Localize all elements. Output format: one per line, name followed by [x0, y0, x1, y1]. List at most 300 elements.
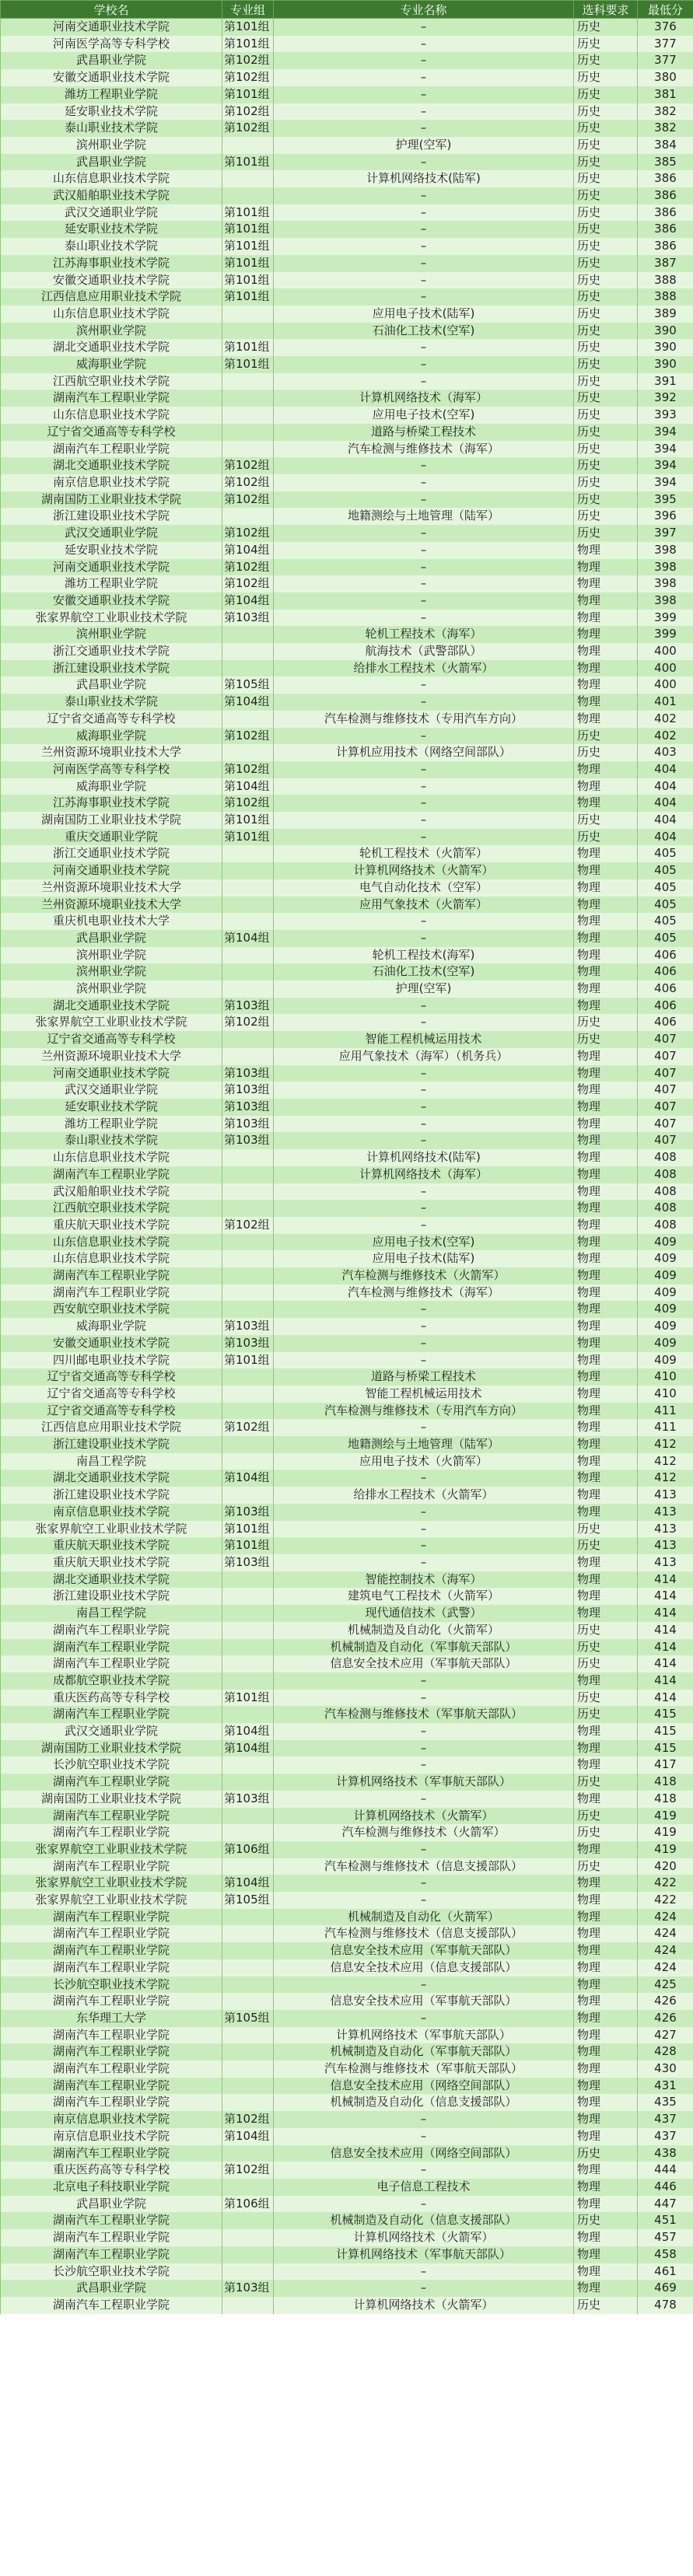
cell-group — [222, 187, 274, 204]
cell-subject: 物理 — [574, 694, 638, 711]
cell-school: 河南交通职业技术学院 — [1, 559, 222, 576]
cell-subject: 物理 — [574, 1875, 638, 1892]
cell-subject: 物理 — [574, 592, 638, 610]
cell-group: 第104组 — [222, 778, 274, 795]
cell-group: 第102组 — [222, 559, 274, 576]
cell-min-score: 390 — [638, 339, 693, 356]
cell-group: 第104组 — [222, 1723, 274, 1740]
table-row — [1, 2111, 693, 2128]
table-row — [1, 2078, 693, 2095]
cell-group — [222, 1048, 274, 1065]
cell-group — [222, 1149, 274, 1166]
cell-major: 计算机网络技术（军事航天部队） — [274, 2027, 574, 2044]
cell-subject: 历史 — [574, 1639, 638, 1656]
cell-subject: 历史 — [574, 154, 638, 171]
cell-school: 威海职业学院 — [1, 728, 222, 745]
cell-school: 河南交通职业技术学院 — [1, 862, 222, 879]
cell-major: 汽车检测与维修技术（军事航天部队） — [274, 2060, 574, 2078]
cell-subject: 物理 — [574, 2162, 638, 2179]
table-row — [1, 643, 693, 660]
table-row — [1, 963, 693, 980]
cell-major: – — [274, 103, 574, 121]
cell-school: 武昌职业学院 — [1, 52, 222, 69]
cell-major: 应用电子技术(陆军) — [274, 1250, 574, 1267]
table-row — [1, 1048, 693, 1065]
cell-major: 应用电子技术(空军) — [274, 1234, 574, 1251]
cell-group: 第101组 — [222, 829, 274, 846]
cell-school: 张家界航空工业职业技术学院 — [1, 1892, 222, 1909]
table-row — [1, 1132, 693, 1149]
cell-school: 南昌工程学院 — [1, 1605, 222, 1622]
cell-major: – — [274, 1200, 574, 1217]
cell-school: 延安职业技术学院 — [1, 221, 222, 238]
cell-major: – — [274, 373, 574, 390]
cell-school: 湖南汽车工程职业学院 — [1, 1622, 222, 1639]
cell-major: – — [274, 474, 574, 491]
cell-group — [222, 1031, 274, 1048]
cell-school: 张家界航空工业职业技术学院 — [1, 1841, 222, 1858]
cell-major: – — [274, 2128, 574, 2145]
cell-min-score: 409 — [638, 1352, 693, 1369]
cell-school: 浙江交通职业技术学院 — [1, 845, 222, 862]
cell-major: 计算机网络技术（海军） — [274, 390, 574, 407]
table-row — [1, 2027, 693, 2044]
cell-group: 第103组 — [222, 1504, 274, 1521]
cell-school: 湖南汽车工程职业学院 — [1, 1959, 222, 1977]
cell-school: 山东信息职业技术学院 — [1, 407, 222, 424]
cell-min-score: 418 — [638, 1774, 693, 1791]
cell-major: 机械制造及自动化（信息支援部队） — [274, 2094, 574, 2111]
cell-major: – — [274, 238, 574, 255]
cell-min-score: 411 — [638, 1403, 693, 1420]
cell-min-score: 425 — [638, 1977, 693, 1994]
cell-major: 机械制造及自动化（军事航天部队） — [274, 1639, 574, 1656]
cell-major: 护理(空军) — [274, 137, 574, 154]
cell-group — [222, 441, 274, 458]
cell-school: 延安职业技术学院 — [1, 103, 222, 121]
cell-min-score: 437 — [638, 2111, 693, 2128]
cell-group — [222, 1267, 274, 1285]
cell-group: 第101组 — [222, 288, 274, 306]
cell-min-score: 407 — [638, 1082, 693, 1099]
cell-group: 第103组 — [222, 1318, 274, 1335]
cell-group: 第104组 — [222, 1875, 274, 1892]
cell-major: – — [274, 728, 574, 745]
cell-subject: 物理 — [574, 980, 638, 998]
cell-min-score: 414 — [638, 1655, 693, 1672]
table-row — [1, 676, 693, 694]
table-row — [1, 575, 693, 592]
cell-group — [222, 862, 274, 879]
table-row — [1, 1858, 693, 1875]
cell-subject: 历史 — [574, 441, 638, 458]
cell-min-score: 410 — [638, 1368, 693, 1386]
cell-subject: 物理 — [574, 1740, 638, 1757]
cell-group: 第104组 — [222, 1470, 274, 1487]
cell-subject: 历史 — [574, 2297, 638, 2314]
cell-major: – — [274, 2280, 574, 2297]
cell-subject: 历史 — [574, 373, 638, 390]
cell-group — [222, 2263, 274, 2281]
cell-major: – — [274, 795, 574, 812]
cell-min-score: 418 — [638, 1791, 693, 1808]
cell-group: 第101组 — [222, 255, 274, 272]
cell-min-score: 382 — [638, 103, 693, 121]
cell-school: 湖南汽车工程职业学院 — [1, 441, 222, 458]
cell-major: – — [274, 525, 574, 542]
cell-subject: 物理 — [574, 1605, 638, 1622]
cell-min-score: 478 — [638, 2297, 693, 2314]
cell-min-score: 430 — [638, 2060, 693, 2078]
cell-group — [222, 744, 274, 761]
cell-min-score: 382 — [638, 120, 693, 137]
cell-group — [222, 2078, 274, 2095]
cell-subject: 历史 — [574, 424, 638, 441]
cell-subject: 物理 — [574, 1183, 638, 1201]
cell-school: 武昌职业学院 — [1, 2280, 222, 2297]
cell-school: 张家界航空工业职业技术学院 — [1, 1521, 222, 1538]
cell-group: 第101组 — [222, 86, 274, 103]
cell-school: 河南医学高等专科学校 — [1, 36, 222, 53]
cell-group: 第104组 — [222, 2128, 274, 2145]
cell-group: 第103组 — [222, 610, 274, 627]
cell-subject: 物理 — [574, 913, 638, 930]
cell-min-score: 437 — [638, 2128, 693, 2145]
table-row — [1, 356, 693, 373]
cell-major: 应用气象技术（海军）（机务兵） — [274, 1048, 574, 1065]
cell-subject: 物理 — [574, 1925, 638, 1942]
table-row — [1, 441, 693, 458]
table-row — [1, 1403, 693, 1420]
cell-school: 武昌职业学院 — [1, 2196, 222, 2213]
table-row — [1, 137, 693, 154]
cell-subject: 物理 — [574, 862, 638, 879]
cell-subject: 物理 — [574, 1504, 638, 1521]
cell-school: 兰州资源环境职业技术大学 — [1, 897, 222, 914]
cell-min-score: 417 — [638, 1756, 693, 1774]
cell-major: – — [274, 221, 574, 238]
cell-school: 滨州职业学院 — [1, 980, 222, 998]
cell-group: 第102组 — [222, 2111, 274, 2128]
cell-major: – — [274, 52, 574, 69]
cell-min-score: 419 — [638, 1824, 693, 1841]
cell-group — [222, 643, 274, 660]
cell-min-score: 469 — [638, 2280, 693, 2297]
cell-school: 泰山职业技术学院 — [1, 120, 222, 137]
table-row — [1, 1622, 693, 1639]
cell-group: 第104组 — [222, 542, 274, 559]
table-row — [1, 592, 693, 610]
table-row — [1, 1082, 693, 1099]
cell-subject: 物理 — [574, 1977, 638, 1994]
table-row — [1, 1925, 693, 1942]
cell-min-score: 411 — [638, 1419, 693, 1436]
cell-min-score: 431 — [638, 2078, 693, 2095]
cell-min-score: 405 — [638, 930, 693, 947]
cell-school: 湖南汽车工程职业学院 — [1, 1774, 222, 1791]
cell-major: – — [274, 694, 574, 711]
cell-group: 第101组 — [222, 221, 274, 238]
cell-min-score: 451 — [638, 2212, 693, 2229]
cell-subject: 历史 — [574, 2212, 638, 2229]
cell-min-score: 394 — [638, 457, 693, 474]
cell-major: – — [274, 559, 574, 576]
table-row — [1, 272, 693, 289]
cell-major: 应用气象技术（火箭军） — [274, 897, 574, 914]
cell-school: 重庆医药高等专科学校 — [1, 2162, 222, 2179]
cell-major: – — [274, 2010, 574, 2027]
cell-school: 河南医学高等专科学校 — [1, 761, 222, 778]
cell-group: 第101组 — [222, 1537, 274, 1554]
cell-min-score: 458 — [638, 2246, 693, 2263]
cell-subject: 物理 — [574, 660, 638, 677]
cell-group — [222, 1858, 274, 1875]
cell-min-score: 408 — [638, 1217, 693, 1234]
cell-school: 滨州职业学院 — [1, 137, 222, 154]
cell-min-score: 388 — [638, 272, 693, 289]
cell-group — [222, 1487, 274, 1504]
cell-major: – — [274, 1537, 574, 1554]
cell-school: 武昌职业学院 — [1, 154, 222, 171]
header-school: 学校名 — [1, 1, 222, 19]
cell-school: 武汉交通职业学院 — [1, 1082, 222, 1099]
cell-major: 智能工程机械运用技术 — [274, 1031, 574, 1048]
table-row — [1, 778, 693, 795]
cell-group — [222, 1436, 274, 1453]
cell-school: 重庆航天职业技术学院 — [1, 1537, 222, 1554]
cell-group: 第105组 — [222, 1892, 274, 1909]
cell-min-score: 414 — [638, 1690, 693, 1707]
cell-group — [222, 1571, 274, 1589]
cell-major: – — [274, 1892, 574, 1909]
cell-subject: 历史 — [574, 1774, 638, 1791]
cell-major: – — [274, 36, 574, 53]
cell-school: 辽宁省交通高等专科学校 — [1, 1031, 222, 1048]
table-row — [1, 829, 693, 846]
cell-group: 第102组 — [222, 525, 274, 542]
cell-min-score: 413 — [638, 1537, 693, 1554]
cell-subject: 物理 — [574, 1403, 638, 1420]
cell-subject: 历史 — [574, 1690, 638, 1707]
cell-min-score: 405 — [638, 897, 693, 914]
cell-school: 张家界航空工业职业技术学院 — [1, 610, 222, 627]
cell-min-score: 409 — [638, 1250, 693, 1267]
cell-major: 信息安全技术应用（信息支援部队） — [274, 1959, 574, 1977]
cell-subject: 物理 — [574, 1200, 638, 1217]
cell-subject: 历史 — [574, 356, 638, 373]
cell-school: 湖南汽车工程职业学院 — [1, 2027, 222, 2044]
table-row — [1, 221, 693, 238]
cell-major: – — [274, 2162, 574, 2179]
cell-group — [222, 1386, 274, 1403]
cell-group — [222, 306, 274, 323]
cell-group: 第104组 — [222, 694, 274, 711]
cell-subject: 物理 — [574, 1436, 638, 1453]
cell-subject: 历史 — [574, 255, 638, 272]
cell-subject: 历史 — [574, 69, 638, 86]
table-row — [1, 1571, 693, 1589]
cell-subject: 物理 — [574, 711, 638, 728]
cell-group — [222, 2094, 274, 2111]
cell-major: – — [274, 1318, 574, 1335]
cell-school: 江苏海事职业技术学院 — [1, 795, 222, 812]
cell-subject: 物理 — [574, 1892, 638, 1909]
cell-subject: 历史 — [574, 137, 638, 154]
cell-major: – — [274, 339, 574, 356]
table-row — [1, 947, 693, 964]
table-row — [1, 812, 693, 829]
cell-subject: 历史 — [574, 221, 638, 238]
cell-school: 湖南国防工业职业技术学院 — [1, 1740, 222, 1757]
cell-min-score: 408 — [638, 1183, 693, 1201]
cell-subject: 物理 — [574, 2043, 638, 2060]
cell-subject: 物理 — [574, 2229, 638, 2246]
cell-subject: 历史 — [574, 1808, 638, 1825]
cell-min-score: 394 — [638, 424, 693, 441]
cell-subject: 物理 — [574, 1588, 638, 1605]
cell-school: 东华理工大学 — [1, 2010, 222, 2027]
cell-school: 南京信息职业技术学院 — [1, 1504, 222, 1521]
cell-subject: 物理 — [574, 1099, 638, 1116]
cell-min-score: 376 — [638, 19, 693, 36]
cell-subject: 物理 — [574, 2060, 638, 2078]
cell-school: 山东信息职业技术学院 — [1, 1149, 222, 1166]
cell-group: 第101组 — [222, 1690, 274, 1707]
table-row — [1, 339, 693, 356]
table-row — [1, 2297, 693, 2314]
cell-school: 威海职业学院 — [1, 778, 222, 795]
cell-group — [222, 1655, 274, 1672]
cell-major: 汽车检测与维修技术（海军） — [274, 1285, 574, 1302]
table-row — [1, 1909, 693, 1926]
table-row — [1, 2010, 693, 2027]
cell-min-score: 407 — [638, 1065, 693, 1082]
cell-school: 重庆航天职业技术学院 — [1, 1217, 222, 1234]
table-row — [1, 2179, 693, 2196]
table-row — [1, 1285, 693, 1302]
cell-school: 南京信息职业技术学院 — [1, 2111, 222, 2128]
cell-subject: 历史 — [574, 390, 638, 407]
table-row — [1, 1453, 693, 1470]
cell-min-score: 414 — [638, 1588, 693, 1605]
table-row — [1, 373, 693, 390]
table-row — [1, 187, 693, 204]
cell-group: 第102组 — [222, 1419, 274, 1436]
cell-group — [222, 1588, 274, 1605]
table-row — [1, 1690, 693, 1707]
cell-group: 第102组 — [222, 457, 274, 474]
cell-school: 南昌工程学院 — [1, 1453, 222, 1470]
cell-school: 江苏海事职业技术学院 — [1, 255, 222, 272]
cell-min-score: 407 — [638, 1048, 693, 1065]
cell-min-score: 404 — [638, 778, 693, 795]
cell-min-score: 413 — [638, 1487, 693, 1504]
cell-subject: 历史 — [574, 457, 638, 474]
cell-min-score: 399 — [638, 610, 693, 627]
cell-subject: 物理 — [574, 1318, 638, 1335]
cell-school: 湖南汽车工程职业学院 — [1, 2246, 222, 2263]
table-row — [1, 1352, 693, 1369]
cell-group — [222, 1234, 274, 1251]
cell-school: 武昌职业学院 — [1, 676, 222, 694]
cell-school: 浙江建设职业技术学院 — [1, 1588, 222, 1605]
cell-group: 第105组 — [222, 676, 274, 694]
cell-major: – — [274, 255, 574, 272]
cell-min-score: 424 — [638, 1925, 693, 1942]
table-row — [1, 845, 693, 862]
table-row — [1, 980, 693, 998]
cell-min-score: 377 — [638, 52, 693, 69]
cell-group: 第103组 — [222, 1065, 274, 1082]
table-row — [1, 154, 693, 171]
table-row — [1, 1537, 693, 1554]
cell-subject: 历史 — [574, 1031, 638, 1048]
cell-group: 第102组 — [222, 1014, 274, 1031]
cell-group — [222, 1166, 274, 1183]
cell-school: 湖南汽车工程职业学院 — [1, 2094, 222, 2111]
cell-min-score: 409 — [638, 1285, 693, 1302]
cell-min-score: 380 — [638, 69, 693, 86]
header-group: 专业组 — [222, 1, 274, 19]
cell-group — [222, 2297, 274, 2314]
cell-school: 湖南汽车工程职业学院 — [1, 2212, 222, 2229]
cell-group — [222, 1993, 274, 2010]
cell-group — [222, 1808, 274, 1825]
table-row — [1, 862, 693, 879]
cell-major: 现代通信技术（武警） — [274, 1605, 574, 1622]
cell-min-score: 405 — [638, 913, 693, 930]
cell-major: 汽车检测与维修技术（信息支援部队） — [274, 1858, 574, 1875]
cell-major: – — [274, 69, 574, 86]
table-row — [1, 1436, 693, 1453]
cell-min-score: 415 — [638, 1706, 693, 1723]
cell-major: – — [274, 1132, 574, 1149]
cell-major: 给排水工程技术（火箭军） — [274, 1487, 574, 1504]
cell-school: 西安航空职业技术学院 — [1, 1301, 222, 1318]
cell-school: 湖北交通职业技术学院 — [1, 998, 222, 1015]
cell-major: – — [274, 592, 574, 610]
cell-major: 轮机工程技术（海军） — [274, 626, 574, 643]
cell-min-score: 424 — [638, 1942, 693, 1959]
cell-major: 信息安全技术应用（军事航天部队） — [274, 1942, 574, 1959]
cell-major: 汽车检测与维修技术（信息支援部队） — [274, 1925, 574, 1942]
cell-major: 航海技术（武警部队） — [274, 643, 574, 660]
cell-min-score: 415 — [638, 1723, 693, 1740]
cell-major: 地籍测绘与土地管理（陆军） — [274, 1436, 574, 1453]
cell-group — [222, 2246, 274, 2263]
cell-min-score: 408 — [638, 1166, 693, 1183]
table-row — [1, 1419, 693, 1436]
cell-school: 湖南汽车工程职业学院 — [1, 1655, 222, 1672]
cell-major: – — [274, 676, 574, 694]
cell-major: – — [274, 829, 574, 846]
cell-group — [222, 2179, 274, 2196]
cell-subject: 历史 — [574, 2145, 638, 2162]
cell-school: 浙江建设职业技术学院 — [1, 508, 222, 525]
cell-group: 第101组 — [222, 356, 274, 373]
cell-major: – — [274, 491, 574, 509]
table-row — [1, 1250, 693, 1267]
cell-group: 第101组 — [222, 154, 274, 171]
cell-school: 湖南汽车工程职业学院 — [1, 1808, 222, 1825]
cell-major: – — [274, 2196, 574, 2213]
cell-group — [222, 1925, 274, 1942]
cell-subject: 历史 — [574, 1655, 638, 1672]
cell-major: – — [274, 356, 574, 373]
table-row — [1, 508, 693, 525]
cell-group — [222, 1183, 274, 1201]
cell-school: 湖南汽车工程职业学院 — [1, 1858, 222, 1875]
